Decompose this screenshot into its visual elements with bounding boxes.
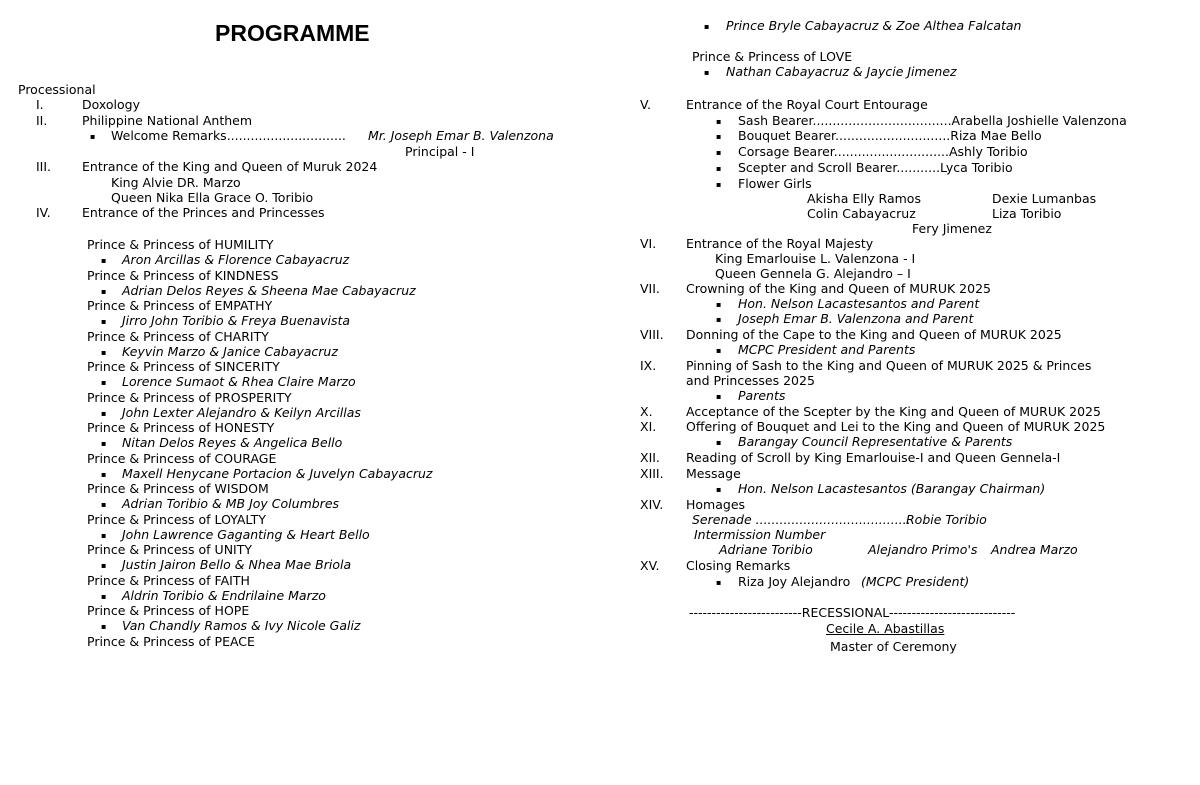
entourage-role: Flower Girls: [738, 176, 812, 191]
item-number: II.: [36, 113, 48, 128]
item-text: Entrance of the King and Queen of Muruk 2024: [82, 159, 378, 174]
sub-item: Hon. Nelson Lacastesantos (Barangay Chairman): [738, 481, 1046, 496]
entourage-role: Scepter and Scroll Bearer...........Lyca Toribio: [738, 160, 1013, 175]
welcome-remarks-label: Welcome Remarks..............................: [111, 128, 346, 143]
bullet-icon: ▪: [704, 22, 710, 31]
bullet-icon: ▪: [101, 592, 107, 601]
flower-girl: Dexie Lumanbas: [992, 191, 1097, 206]
bullet-icon: ▪: [101, 378, 107, 387]
bullet-icon: ▪: [716, 438, 722, 447]
item-text: Crowning of the King and Queen of MURUK 2025: [686, 281, 991, 296]
king-2025: King Emarlouise L. Valenzona - I: [715, 251, 916, 266]
item-number: IX.: [640, 358, 657, 373]
performer: Alejandro Primo's: [868, 542, 978, 557]
flower-girl: Akisha Elly Ramos: [807, 191, 921, 206]
love-title: Prince & Princess of LOVE: [692, 49, 853, 64]
pair-names: Aron Arcillas & Florence Cabayacruz: [122, 252, 350, 267]
queen-2025: Queen Gennela G. Alejandro – I: [715, 266, 911, 281]
entourage-role: Sash Bearer...................................Arabella Joshielle Valenzona: [738, 113, 1127, 128]
bullet-icon: ▪: [716, 392, 722, 401]
queen-2024: Queen Nika Ella Grace O. Toribio: [111, 190, 314, 205]
bullet-icon: ▪: [716, 315, 722, 324]
bullet-icon: ▪: [101, 470, 107, 479]
pair-names: Keyvin Marzo & Janice Cabayacruz: [122, 344, 338, 359]
bullet-icon: ▪: [101, 531, 107, 540]
item-number: VIII.: [640, 327, 664, 342]
page-title: PROGRAMME: [215, 20, 370, 46]
bullet-icon: ▪: [716, 346, 722, 355]
item-number: XV.: [640, 558, 660, 573]
sub-item: Parents: [738, 388, 786, 403]
item-number: XIV.: [640, 497, 664, 512]
entourage-role: Bouquet Bearer.............................Riza Mae Bello: [738, 128, 1042, 143]
item-text: Reading of Scroll by King Emarlouise-I and Queen Gennela-I: [686, 450, 1061, 465]
bullet-icon: ▪: [101, 500, 107, 509]
pair-title: Prince & Princess of FAITH: [87, 573, 250, 588]
item-number: I.: [36, 97, 44, 112]
emcee-name: Cecile A. Abastillas: [826, 621, 945, 636]
item-text: Donning of the Cape to the King and Queen of MURUK 2025: [686, 327, 1062, 342]
pair-title: Prince & Princess of PROSPERITY: [87, 390, 292, 405]
pair-title: Prince & Princess of HUMILITY: [87, 237, 274, 252]
flower-girl: Fery Jimenez: [912, 221, 992, 236]
king-2024: King Alvie DR. Marzo: [111, 175, 241, 190]
bullet-icon: ▪: [101, 348, 107, 357]
pair-names: Maxell Henycane Portacion & Juvelyn Cabayacruz: [122, 466, 433, 481]
item-text: Closing Remarks: [686, 558, 791, 573]
bullet-icon: ▪: [101, 409, 107, 418]
item-number: VII.: [640, 281, 660, 296]
item-text: Offering of Bouquet and Lei to the King and Queen of MURUK 2025: [686, 419, 1106, 434]
bullet-icon: ▪: [716, 132, 722, 141]
processional-heading: Processional: [18, 82, 96, 97]
item-number: VI.: [640, 236, 657, 251]
intermission-label: Intermission Number: [694, 527, 826, 542]
bullet-icon: ▪: [101, 622, 107, 631]
bullet-icon: ▪: [704, 68, 710, 77]
sub-item: Hon. Nelson Lacastesantos and Parent: [738, 296, 980, 311]
pair-names: Lorence Sumaot & Rhea Claire Marzo: [122, 374, 356, 389]
bullet-icon: ▪: [716, 164, 722, 173]
peace-names: Prince Bryle Cabayacruz & Zoe Althea Falcatan: [726, 18, 1022, 33]
item-number: V.: [640, 97, 651, 112]
bullet-icon: ▪: [101, 317, 107, 326]
welcome-remarks-role: Principal - I: [405, 144, 475, 159]
item-text: Acceptance of the Scepter by the King and Queen of MURUK 2025: [686, 404, 1101, 419]
item-number: IV.: [36, 205, 51, 220]
item-number: XII.: [640, 450, 660, 465]
pair-title: Prince & Princess of CHARITY: [87, 329, 269, 344]
closing-remarks-note: (MCPC President): [861, 574, 970, 589]
bullet-icon: ▪: [716, 180, 722, 189]
bullet-icon: ▪: [716, 148, 722, 157]
item-number: III.: [36, 159, 52, 174]
pair-title: Prince & Princess of COURAGE: [87, 451, 277, 466]
welcome-remarks-person: Mr. Joseph Emar B. Valenzona: [368, 128, 554, 143]
bullet-icon: ▪: [101, 287, 107, 296]
closing-remarks-name: Riza Joy Alejandro: [738, 574, 851, 589]
pair-names: Adrian Delos Reyes & Sheena Mae Cabayacruz: [122, 283, 416, 298]
item-text: Message: [686, 466, 741, 481]
pair-title: Prince & Princess of HONESTY: [87, 420, 275, 435]
bullet-icon: ▪: [716, 485, 722, 494]
bullet-icon: ▪: [101, 561, 107, 570]
bullet-icon: ▪: [90, 132, 96, 141]
serenade-label: Serenade .......................................: [692, 512, 911, 527]
pair-names: Justin Jairon Bello & Nhea Mae Briola: [122, 557, 352, 572]
pair-title: Prince & Princess of WISDOM: [87, 481, 269, 496]
item-number: XIII.: [640, 466, 664, 481]
pair-names: Adrian Toribio & MB Joy Columbres: [122, 496, 340, 511]
emcee-role: Master of Ceremony: [830, 639, 957, 654]
bullet-icon: ▪: [101, 439, 107, 448]
love-names: Nathan Cabayacruz & Jaycie Jimenez: [726, 64, 957, 79]
pair-names: John Lexter Alejandro & Keilyn Arcillas: [122, 405, 361, 420]
item-text: Entrance of the Royal Court Entourage: [686, 97, 928, 112]
pair-names: Nitan Delos Reyes & Angelica Bello: [122, 435, 343, 450]
pair-names: Van Chandly Ramos & Ivy Nicole Galiz: [122, 618, 361, 633]
item-text: Entrance of the Royal Majesty: [686, 236, 874, 251]
item-text: Philippine National Anthem: [82, 113, 253, 128]
item-text: Homages: [686, 497, 746, 512]
performer: Adriane Toribio: [719, 542, 813, 557]
bullet-icon: ▪: [716, 117, 722, 126]
pair-title: Prince & Princess of LOYALTY: [87, 512, 266, 527]
item-text: Entrance of the Princes and Princesses: [82, 205, 325, 220]
pair-title: Prince & Princess of HOPE: [87, 603, 250, 618]
bullet-icon: ▪: [716, 300, 722, 309]
pair-names: Aldrin Toribio & Endrilaine Marzo: [122, 588, 326, 603]
entourage-role: Corsage Bearer.............................Ashly Toribio: [738, 144, 1028, 159]
pair-title: Prince & Princess of KINDNESS: [87, 268, 279, 283]
sub-item: Joseph Emar B. Valenzona and Parent: [738, 311, 974, 326]
pair-title: Prince & Princess of PEACE: [87, 634, 255, 649]
bullet-icon: ▪: [716, 578, 722, 587]
item-number: XI.: [640, 419, 657, 434]
item-text: Doxology: [82, 97, 141, 112]
item-text-continued: and Princesses 2025: [686, 373, 815, 388]
flower-girl: Liza Toribio: [992, 206, 1062, 221]
sub-item: Barangay Council Representative & Parents: [738, 434, 1013, 449]
sub-item: MCPC President and Parents: [738, 342, 916, 357]
serenade-name: Robie Toribio: [906, 512, 987, 527]
pair-names: Jirro John Toribio & Freya Buenavista: [122, 313, 351, 328]
performer: Andrea Marzo: [991, 542, 1078, 557]
flower-girl: Colin Cabayacruz: [807, 206, 916, 221]
item-text: Pinning of Sash to the King and Queen of MURUK 2025 & Princes: [686, 358, 1092, 373]
item-number: X.: [640, 404, 653, 419]
pair-title: Prince & Princess of SINCERITY: [87, 359, 280, 374]
recessional-divider: -------------------------RECESSIONAL----------------------------: [689, 605, 1016, 620]
bullet-icon: ▪: [101, 256, 107, 265]
pair-names: John Lawrence Gaganting & Heart Bello: [122, 527, 370, 542]
pair-title: Prince & Princess of UNITY: [87, 542, 253, 557]
pair-title: Prince & Princess of EMPATHY: [87, 298, 273, 313]
